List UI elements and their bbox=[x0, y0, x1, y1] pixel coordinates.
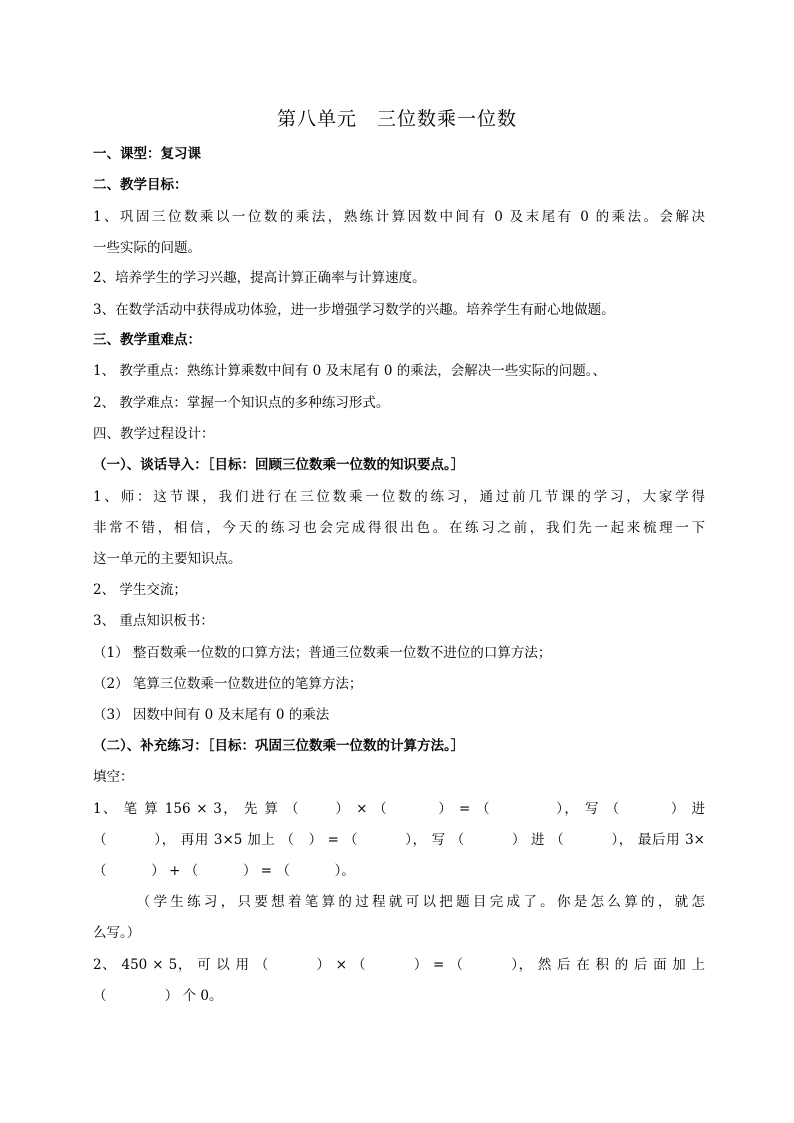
document-title: 第八单元 三位数乘一位数 bbox=[276, 108, 517, 130]
intro-item-2: 2、 学生交流； bbox=[93, 582, 187, 598]
key-point-2: 2、 教学难点：掌握一个知识点的多种练习形式。 bbox=[93, 395, 390, 411]
section-teaching-goals: 二、教学目标： bbox=[93, 177, 188, 193]
intro-para-line-2: 非常不错，相信，今天的练习也会完成得很出色。在练习之前，我们先一起来梳理一下 bbox=[93, 520, 705, 536]
exercise-2-line-1: 2、 450 × 5， 可 以 用 （ ） × （ ） = （ ）， 然 后 在 积 的 后 面 加 上 bbox=[93, 957, 705, 973]
section-key-points: 三、教学重难点： bbox=[93, 332, 201, 348]
goal-1-line-1: 1、巩固三位数乘以一位数的乘法，熟练计算因数中间有 0 及末尾有 0 的乘法。会解决 bbox=[93, 209, 705, 225]
exercise-1-line-1: 1、 笔 算 156 × 3， 先 算 （ ） × （ ） = （ ）， 写 （ ） 进 bbox=[93, 801, 705, 817]
section-lesson-type: 一、课型：复习课 bbox=[93, 146, 201, 162]
exercise-2-line-2: （ ） 个 0。 bbox=[93, 988, 223, 1004]
fill-in-heading: 填空： bbox=[93, 769, 134, 785]
intro-para-line-3: 这一单元的主要知识点。 bbox=[93, 551, 242, 567]
subsection-intro: （一）、谈话导入：［目标：回顾三位数乘一位数的知识要点。］ bbox=[93, 457, 465, 473]
key-point-1: 1、 教学重点：熟练计算乘数中间有 0 及末尾有 0 的乘法，会解决一些实际的问题。、 bbox=[93, 363, 606, 379]
section-process-design: 四、教学过程设计： bbox=[93, 426, 215, 442]
board-item-2: （2） 笔算三位数乘一位数进位的笔算方法； bbox=[93, 676, 363, 692]
goal-3: 3、在数学活动中获得成功体验，进一步增强学习数学的兴趣。培养学生有耐心地做题。 bbox=[93, 302, 615, 318]
exercise-1-note-line-2: 么写。） bbox=[93, 925, 141, 941]
board-item-3: （3） 因数中间有 0 及末尾有 0 的乘法 bbox=[93, 707, 330, 723]
board-item-1: （1） 整百数乘一位数的口算方法；普通三位数乘一位数不进位的口算方法； bbox=[93, 645, 552, 661]
subsection-practice: （二）、补充练习：［目标：巩固三位数乘一位数的计算方法。］ bbox=[93, 738, 465, 754]
exercise-1-note-line-1: （学生练习，只要想着笔算的过程就可以把题目完成了。你是怎么算的，就怎 bbox=[93, 894, 705, 910]
goal-2: 2、培养学生的学习兴趣，提高计算正确率与计算速度。 bbox=[93, 270, 426, 286]
intro-item-3: 3、 重点知识板书： bbox=[93, 613, 214, 629]
exercise-1-line-2: （ ）， 再用 3×5 加上 （ ） = （ ）， 写 （ ） 进 （ ）， 最后用 3× bbox=[93, 832, 705, 848]
exercise-1-line-3: （ ） + （ ） = （ ）。 bbox=[93, 863, 355, 879]
goal-1-line-2: 一些实际的问题。 bbox=[93, 240, 201, 256]
intro-para-line-1: 1、师：这节课，我们进行在三位数乘一位数的练习，通过前几节课的学习，大家学得 bbox=[93, 489, 705, 505]
